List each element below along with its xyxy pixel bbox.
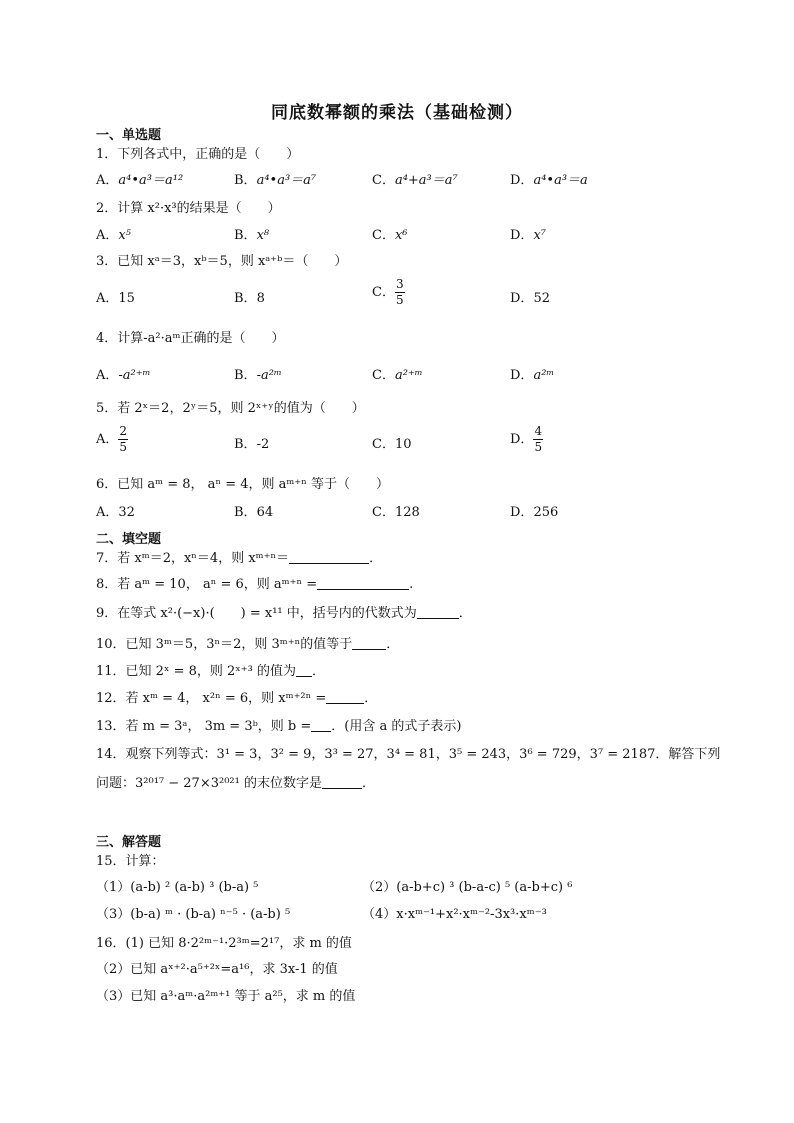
q5-option-c: C．10 bbox=[372, 437, 412, 452]
q2-option-d: D．x⁷ bbox=[510, 228, 546, 243]
question-16-part-1: 16．(1) 已知 8·2²ᵐ⁻¹·2³ᵐ=2¹⁷，求 m 的值 bbox=[96, 936, 352, 951]
question-13: 13．若 m = 3ᵃ， 3m = 3ᵇ，则 b = ．(用含 a 的式子表示) bbox=[96, 719, 462, 734]
fraction: $\frac{4}{5}$ bbox=[534, 424, 543, 454]
answer-blank[interactable] bbox=[326, 691, 364, 704]
q1-option-a: A．a⁴•a³＝a¹² bbox=[96, 173, 184, 188]
q1-option-c: C．a⁴+a³＝a⁷ bbox=[372, 173, 458, 188]
question-2-stem: 2．计算 x²·x³的结果是（ ） bbox=[96, 201, 281, 216]
q2-option-c: C．x⁶ bbox=[372, 228, 408, 243]
question-16-part-3: （3）已知 a³·aᵐ·a²ᵐ⁺¹ 等于 a²⁵，求 m 的值 bbox=[96, 989, 356, 1004]
q6-option-a: A．32 bbox=[96, 505, 135, 520]
q6-option-c: C．128 bbox=[372, 505, 420, 520]
q1-option-b: B．a⁴•a³＝a⁷ bbox=[234, 173, 317, 188]
question-4-stem: 4．计算-a²·aᵐ正确的是（ ） bbox=[96, 331, 285, 346]
answer-blank[interactable] bbox=[352, 637, 386, 650]
question-6-stem: 6．已知 aᵐ = 8， aⁿ = 4，则 aᵐ⁺ⁿ 等于（ ） bbox=[96, 477, 389, 492]
q3-option-b: B．8 bbox=[234, 291, 265, 306]
question-15-stem: 15．计算： bbox=[96, 854, 165, 869]
q3-option-a: A．15 bbox=[96, 291, 135, 306]
answer-blank[interactable] bbox=[317, 577, 409, 590]
answer-blank[interactable] bbox=[296, 664, 312, 677]
q4-option-d: D．a²ᵐ bbox=[510, 368, 555, 383]
q15-part-4: （4）x·xᵐ⁻¹+x²·xᵐ⁻²-3x³·xᵐ⁻³ bbox=[362, 907, 547, 922]
q5-option-a: A． $\frac{2}{5}$ bbox=[96, 424, 128, 454]
question-10: 10．已知 3ᵐ＝5，3ⁿ＝2，则 3ᵐ⁺ⁿ的值等于 ． bbox=[96, 637, 400, 652]
answer-blank[interactable] bbox=[289, 551, 369, 564]
question-9: 9．在等式 x²·(−x)·( ) = x¹¹ 中，括号内的代数式为 ． bbox=[96, 606, 472, 621]
answer-blank[interactable] bbox=[322, 776, 362, 789]
q4-option-c: C．a²⁺ᵐ bbox=[372, 368, 423, 383]
q4-option-b: B．-a²ᵐ bbox=[234, 368, 282, 383]
question-5-stem: 5．若 2ˣ＝2，2ʸ＝5，则 2ˣ⁺ʸ的值为（ ） bbox=[96, 401, 365, 416]
q15-part-1: （1）(a-b) ² (a-b) ³ (b-a) ⁵ bbox=[96, 880, 259, 895]
q5-option-b: B．-2 bbox=[234, 437, 270, 452]
q1-option-d: D．a⁴•a³＝a bbox=[510, 173, 588, 188]
q4-option-a: A．-a²⁺ᵐ bbox=[96, 368, 151, 383]
section-heading-solve: 三、解答题 bbox=[96, 835, 162, 850]
question-7: 7．若 xᵐ＝2，xⁿ＝4，则 xᵐ⁺ⁿ＝ ． bbox=[96, 551, 383, 566]
question-11: 11．已知 2ˣ = 8，则 2ˣ⁺³ 的值为 ． bbox=[96, 664, 326, 679]
question-14-line-1: 14．观察下列等式：3¹ = 3，3² = 9，3³ = 27，3⁴ = 81，3⁵ = 243，3⁶ = 729，3⁷ = 2187．解答下列 bbox=[96, 747, 721, 762]
q2-option-a: A．x⁵ bbox=[96, 228, 131, 243]
fraction: $\frac{3}{5}$ bbox=[395, 277, 404, 307]
page-title: 同底数幂额的乘法（基础检测） bbox=[271, 103, 523, 123]
fraction: $\frac{2}{5}$ bbox=[119, 424, 128, 454]
q3-option-c: C． $\frac{3}{5}$ bbox=[372, 277, 404, 307]
question-12: 12．若 xᵐ = 4， x²ⁿ = 6，则 xᵐ⁺²ⁿ = ． bbox=[96, 691, 378, 706]
question-14-line-2: 问题：3²⁰¹⁷ − 27×3²⁰²¹ 的末位数字是 ． bbox=[96, 776, 375, 791]
q2-option-b: B．x⁸ bbox=[234, 228, 270, 243]
question-16-part-2: （2）已知 aˣ⁺²·a⁵⁺²ˣ=a¹⁶，求 3x-1 的值 bbox=[96, 962, 338, 977]
question-3-stem: 3．已知 xᵃ＝3，xᵇ＝5，则 xᵃ⁺ᵇ＝（ ） bbox=[96, 254, 348, 269]
section-heading-fill-blank: 二、填空题 bbox=[96, 532, 162, 547]
section-heading-single-choice: 一、单选题 bbox=[96, 128, 162, 143]
q15-part-3: （3）(b-a) ᵐ · (b-a) ⁿ⁻⁵ · (a-b) ⁵ bbox=[96, 907, 291, 922]
q6-option-d: D．256 bbox=[510, 505, 559, 520]
answer-blank[interactable] bbox=[311, 719, 331, 732]
q15-part-2: （2）(a-b+c) ³ (b-a-c) ⁵ (a-b+c) ⁶ bbox=[362, 880, 573, 895]
q3-option-d: D．52 bbox=[510, 291, 550, 306]
q6-option-b: B．64 bbox=[234, 505, 274, 520]
question-1-stem: 1．下列各式中，正确的是（ ） bbox=[96, 147, 300, 162]
q5-option-d: D． $\frac{4}{5}$ bbox=[510, 424, 543, 454]
question-8: 8．若 aᵐ = 10， aⁿ = 6，则 aᵐ⁺ⁿ = . bbox=[96, 577, 414, 592]
answer-blank[interactable] bbox=[417, 606, 459, 619]
